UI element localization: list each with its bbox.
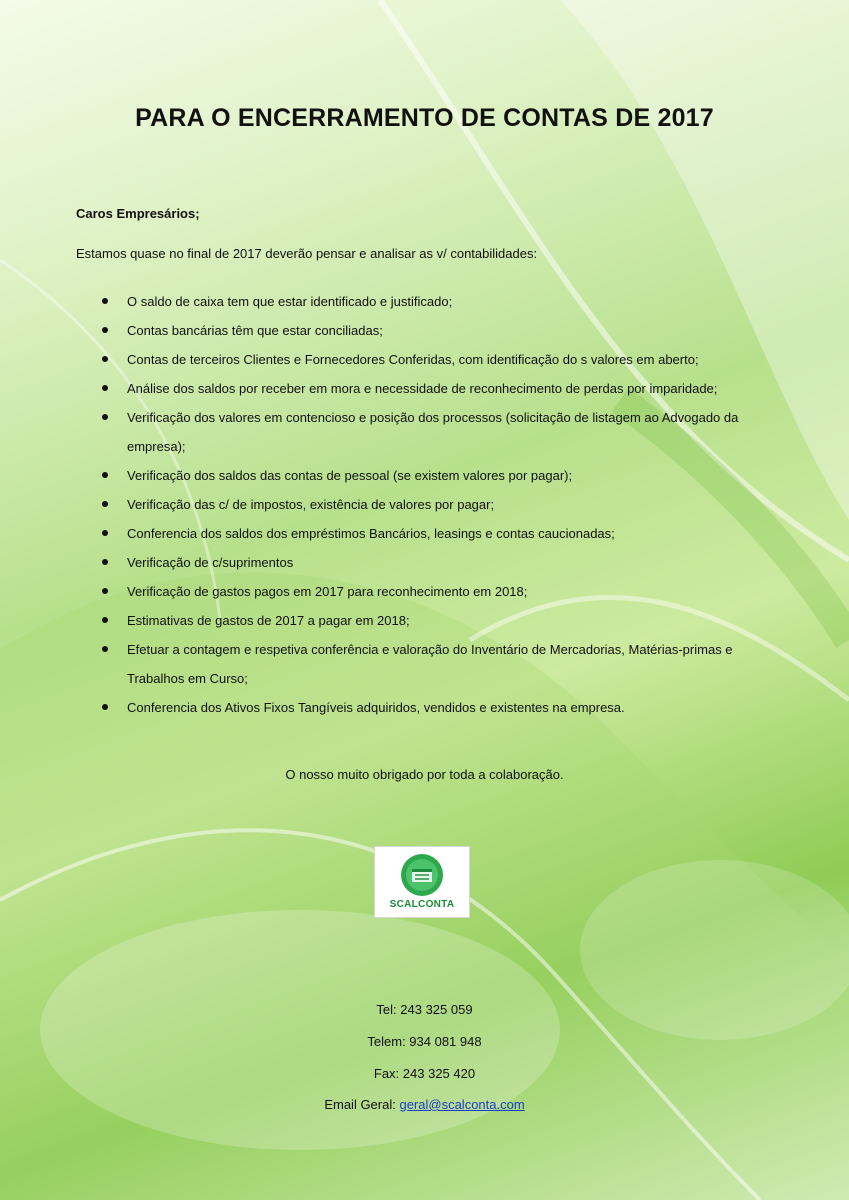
checklist-item [102, 693, 762, 722]
bullet-icon [102, 414, 108, 420]
checklist-item [102, 403, 762, 461]
contact-fax: Fax: 243 325 420 [373, 1066, 476, 1081]
checklist-item [102, 316, 762, 345]
checklist-item [102, 345, 762, 374]
bullet-icon [102, 472, 108, 478]
checklist-item [102, 519, 762, 548]
bullet-icon [102, 646, 108, 652]
checklist-item-text: Verificação de gastos pagos em 2017 para reconhecimento em 2018; [127, 584, 528, 599]
checklist-item [102, 635, 762, 693]
intro-paragraph: Estamos quase no final de 2017 deverão pensar e analisar as v/ contabilidades: [76, 246, 538, 261]
bullet-icon [102, 501, 108, 507]
contact-email-line [0, 1097, 849, 1112]
checklist-item [102, 490, 762, 519]
checklist-item-text: Efetuar a contagem e respetiva conferência e valoração do Inventário de Mercadorias, Matérias-primas e Trabalhos em Curso; [127, 642, 733, 686]
checklist-item-text: Verificação dos saldos das contas de pessoal (se existem valores por pagar); [127, 468, 573, 483]
bullet-icon [102, 530, 108, 536]
bullet-icon [102, 385, 108, 391]
bullet-icon [102, 559, 108, 565]
checklist-item [102, 606, 762, 635]
checklist-item-text: Conferencia dos Ativos Fixos Tangíveis adquiridos, vendidos e existentes na empresa. [127, 700, 625, 715]
bullet-icon [102, 327, 108, 333]
checklist [102, 287, 762, 722]
checklist-item-text: O saldo de caixa tem que estar identificado e justificado; [127, 294, 453, 309]
bullet-icon [102, 356, 108, 362]
checklist-item-text: Verificação das c/ de impostos, existência de valores por pagar; [127, 497, 495, 512]
checklist-item-text: Verificação dos valores em contencioso e posição dos processos (solicitação de listagem ao Advogado da empresa); [127, 410, 739, 454]
checklist-item [102, 577, 762, 606]
bullet-icon [102, 298, 108, 304]
email-link[interactable]: geral@scalconta.com [399, 1097, 525, 1112]
contact-tel: Tel: 243 325 059 [376, 1002, 473, 1017]
checklist-item [102, 287, 762, 316]
checklist-item [102, 548, 762, 577]
logo-text: SCALCONTA [389, 899, 455, 910]
checklist-item-text: Contas bancárias têm que estar conciliadas; [127, 323, 383, 338]
checklist-item [102, 374, 762, 403]
bullet-icon [102, 617, 108, 623]
greeting: Caros Empresários; [76, 206, 200, 221]
checklist-item [102, 461, 762, 490]
checklist-item-text: Análise dos saldos por receber em mora e necessidade de reconhecimento de perdas por imparidade; [127, 381, 718, 396]
contact-mobile: Telem: 934 081 948 [367, 1034, 482, 1049]
bullet-icon [102, 588, 108, 594]
checklist-item-text: Verificação de c/suprimentos [127, 555, 294, 570]
bullet-icon [102, 704, 108, 710]
checklist-item-text: Estimativas de gastos de 2017 a pagar em 2018; [127, 613, 410, 628]
thanks-note: O nosso muito obrigado por toda a colaboração. [285, 767, 564, 782]
email-label: Email Geral: [324, 1097, 400, 1112]
checklist-item-text: Conferencia dos saldos dos empréstimos Bancários, leasings e contas caucionadas; [127, 526, 615, 541]
company-logo [374, 846, 470, 918]
document-title: PARA O ENCERRAMENTO DE CONTAS DE 2017 [135, 104, 714, 132]
checklist-item-text: Contas de terceiros Clientes e Fornecedores Conferidas, com identificação do s valores em aberto; [127, 352, 699, 367]
